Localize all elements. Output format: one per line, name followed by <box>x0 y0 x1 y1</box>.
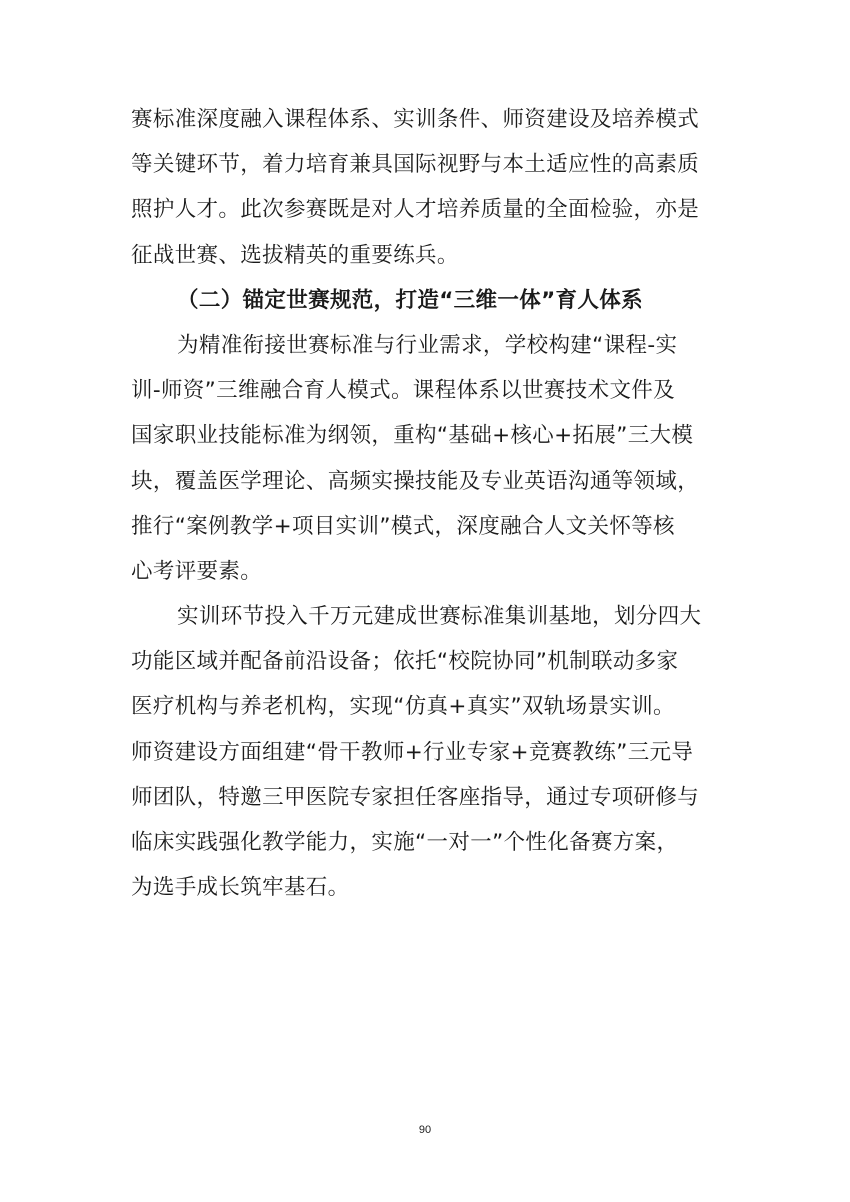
text-line: 医疗机构与养老机构，实现“仿真+真实”双轨场景实训。 <box>131 694 675 720</box>
body-text <box>131 97 723 910</box>
text-line: 推行“案例教学+项目实训”模式，深度融合人文关怀等核 <box>131 513 675 539</box>
text-line: 功能区域并配备前沿设备；依托“校院协同”机制联动多家 <box>131 649 679 675</box>
text-line: 临床实践强化教学能力，实施“一对一”个性化备赛方案， <box>131 830 679 855</box>
text-line: 为精准衔接世赛标准与行业需求，学校构建“课程-实 <box>177 332 678 358</box>
text-line: 师资建设方面组建“骨干教师+行业专家+竞赛教练”三元导 <box>131 739 694 765</box>
page-number: 90 <box>418 1124 432 1136</box>
paragraph-curriculum <box>131 323 723 594</box>
section-heading: （二）锚定世赛规范，打造“三维一体”育人体系 <box>177 287 643 313</box>
text-line: 为选手成长筑牢基石。 <box>131 875 350 901</box>
text-line: 实训环节投入千万元建成世赛标准集训基地，划分四大 <box>177 604 702 630</box>
text-line: 国家职业技能标准为纲领，重构“基础+核心+拓展”三大模 <box>131 423 694 449</box>
paragraph-continued <box>131 97 723 278</box>
text-line: 训-师资”三维融合育人模式。课程体系以世赛技术文件及 <box>131 378 675 404</box>
text-line: 等关键环节，着力培育兼具国际视野与本土适应性的高素质 <box>131 152 700 178</box>
text-line: 师团队，特邀三甲医院专家担任客座指导，通过专项研修与 <box>131 784 700 810</box>
text-line: 照护人才。此次参赛既是对人才培养质量的全面检验，亦是 <box>131 197 700 223</box>
text-line: 赛标准深度融入课程体系、实训条件、师资建设及培养模式 <box>131 107 700 132</box>
paragraph-training <box>131 594 723 910</box>
text-line: 块，覆盖医学理论、高频实操技能及专业英语沟通等领域， <box>131 468 700 494</box>
text-line: 征战世赛、选拔精英的重要练兵。 <box>131 242 459 268</box>
text-line: 心考评要素。 <box>131 558 263 584</box>
